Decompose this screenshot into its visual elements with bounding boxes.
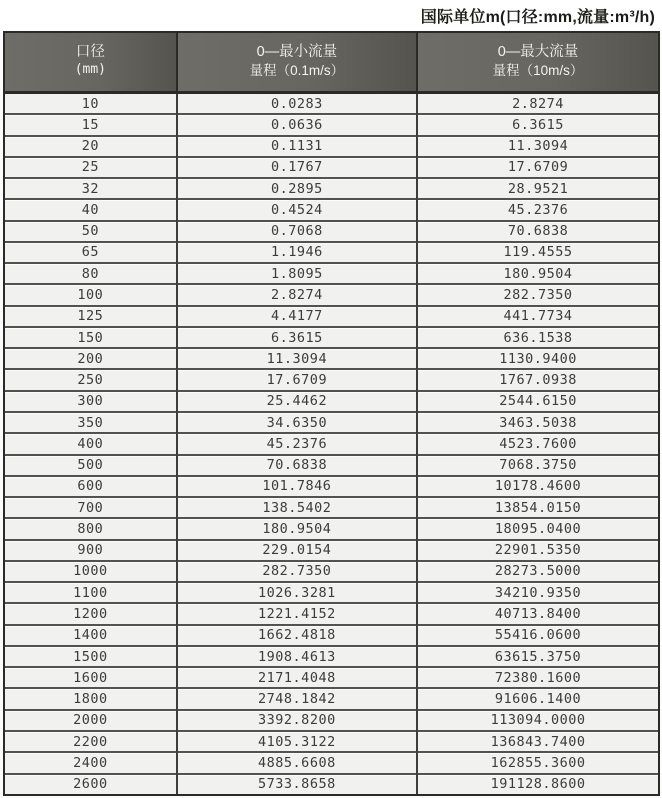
table-row <box>5 221 658 242</box>
header-diameter-line1: 口径 <box>75 44 105 61</box>
diameter-cell: 1200 <box>5 603 177 624</box>
max-flow-cell: 113094.0000 <box>417 710 658 731</box>
diameter-cell: 100 <box>5 284 177 305</box>
header-max-flow-line2: 量程（10m/s） <box>492 62 584 78</box>
diameter-cell: 2200 <box>5 731 177 752</box>
table-row <box>5 114 658 135</box>
table-row <box>5 497 658 518</box>
diameter-cell: 1100 <box>5 582 177 603</box>
max-flow-cell: 136843.7400 <box>417 731 658 752</box>
header-row <box>5 33 658 93</box>
table-row <box>5 136 658 157</box>
min-flow-cell: 0.0283 <box>177 93 417 115</box>
max-flow-cell: 441.7734 <box>417 306 658 327</box>
table-row <box>5 412 658 433</box>
diameter-cell: 1800 <box>5 688 177 709</box>
table-row <box>5 242 658 263</box>
min-flow-cell: 3392.8200 <box>177 710 417 731</box>
table-row <box>5 433 658 454</box>
min-flow-cell: 2748.1842 <box>177 688 417 709</box>
diameter-cell: 65 <box>5 242 177 263</box>
header-max-flow-line1: 0—最大流量 <box>497 43 579 60</box>
table-body <box>5 93 658 795</box>
max-flow-cell: 70.6838 <box>417 221 658 242</box>
min-flow-cell: 0.1131 <box>177 136 417 157</box>
table-row <box>5 561 658 582</box>
diameter-cell: 20 <box>5 136 177 157</box>
min-flow-cell: 70.6838 <box>177 455 417 476</box>
table-row <box>5 348 658 369</box>
max-flow-cell: 162855.3600 <box>417 752 658 773</box>
diameter-cell: 50 <box>5 221 177 242</box>
diameter-cell: 700 <box>5 497 177 518</box>
title-bar <box>0 0 662 30</box>
table-row <box>5 178 658 199</box>
min-flow-cell: 180.9504 <box>177 518 417 539</box>
max-flow-cell: 63615.3750 <box>417 646 658 667</box>
diameter-cell: 150 <box>5 327 177 348</box>
min-flow-cell: 5733.8658 <box>177 774 417 795</box>
header-min-flow <box>177 33 417 93</box>
diameter-cell: 1600 <box>5 667 177 688</box>
min-flow-cell: 2171.4048 <box>177 667 417 688</box>
max-flow-cell: 10178.4600 <box>417 476 658 497</box>
max-flow-cell: 18095.0400 <box>417 518 658 539</box>
max-flow-cell: 13854.0150 <box>417 497 658 518</box>
diameter-cell: 300 <box>5 391 177 412</box>
max-flow-cell: 1130.9400 <box>417 348 658 369</box>
max-flow-cell: 34210.9350 <box>417 582 658 603</box>
min-flow-cell: 4.4177 <box>177 306 417 327</box>
max-flow-cell: 40713.8400 <box>417 603 658 624</box>
max-flow-cell: 91606.1400 <box>417 688 658 709</box>
min-flow-cell: 229.0154 <box>177 540 417 561</box>
table-row <box>5 752 658 773</box>
diameter-cell: 1000 <box>5 561 177 582</box>
table-row <box>5 518 658 539</box>
min-flow-cell: 11.3094 <box>177 348 417 369</box>
diameter-cell: 600 <box>5 476 177 497</box>
diameter-cell: 1400 <box>5 625 177 646</box>
diameter-cell: 400 <box>5 433 177 454</box>
min-flow-cell: 34.6350 <box>177 412 417 433</box>
diameter-cell: 2600 <box>5 774 177 795</box>
min-flow-cell: 0.1767 <box>177 157 417 178</box>
min-flow-cell: 138.5402 <box>177 497 417 518</box>
table-row <box>5 93 658 115</box>
table-row <box>5 710 658 731</box>
max-flow-cell: 45.2376 <box>417 199 658 220</box>
max-flow-cell: 7068.3750 <box>417 455 658 476</box>
table-row <box>5 476 658 497</box>
max-flow-cell: 72380.1600 <box>417 667 658 688</box>
max-flow-cell: 55416.0600 <box>417 625 658 646</box>
header-min-flow-line1: 0—最小流量 <box>256 43 338 60</box>
table-row <box>5 455 658 476</box>
min-flow-cell: 1026.3281 <box>177 582 417 603</box>
min-flow-cell: 1.1946 <box>177 242 417 263</box>
min-flow-cell: 0.7068 <box>177 221 417 242</box>
diameter-cell: 10 <box>5 93 177 115</box>
table-row <box>5 540 658 561</box>
diameter-cell: 15 <box>5 114 177 135</box>
table-row <box>5 369 658 390</box>
min-flow-cell: 2.8274 <box>177 284 417 305</box>
diameter-cell: 125 <box>5 306 177 327</box>
max-flow-cell: 636.1538 <box>417 327 658 348</box>
max-flow-cell: 282.7350 <box>417 284 658 305</box>
min-flow-cell: 4105.3122 <box>177 731 417 752</box>
diameter-cell: 2400 <box>5 752 177 773</box>
table-header <box>5 33 658 93</box>
max-flow-cell: 119.4555 <box>417 242 658 263</box>
table-row <box>5 582 658 603</box>
min-flow-cell: 0.2895 <box>177 178 417 199</box>
min-flow-cell: 1662.4818 <box>177 625 417 646</box>
diameter-cell: 1500 <box>5 646 177 667</box>
diameter-cell: 32 <box>5 178 177 199</box>
max-flow-cell: 180.9504 <box>417 263 658 284</box>
header-max-flow <box>417 33 658 93</box>
table-row <box>5 157 658 178</box>
table-row <box>5 306 658 327</box>
table-row <box>5 667 658 688</box>
diameter-cell: 2000 <box>5 710 177 731</box>
max-flow-cell: 17.6709 <box>417 157 658 178</box>
max-flow-cell: 2544.6150 <box>417 391 658 412</box>
min-flow-cell: 101.7846 <box>177 476 417 497</box>
max-flow-cell: 1767.0938 <box>417 369 658 390</box>
diameter-cell: 250 <box>5 369 177 390</box>
diameter-cell: 25 <box>5 157 177 178</box>
table-row <box>5 263 658 284</box>
table-row <box>5 327 658 348</box>
diameter-cell: 500 <box>5 455 177 476</box>
max-flow-cell: 2.8274 <box>417 93 658 115</box>
diameter-cell: 900 <box>5 540 177 561</box>
min-flow-cell: 1.8095 <box>177 263 417 284</box>
max-flow-cell: 4523.7600 <box>417 433 658 454</box>
table-row <box>5 391 658 412</box>
table-row <box>5 774 658 795</box>
max-flow-cell: 28.9521 <box>417 178 658 199</box>
table-row <box>5 284 658 305</box>
max-flow-cell: 11.3094 <box>417 136 658 157</box>
page-title: 国际单位m(口径:mm,流量:m³/h) <box>420 8 655 26</box>
diameter-cell: 200 <box>5 348 177 369</box>
table-row <box>5 603 658 624</box>
max-flow-cell: 22901.5350 <box>417 540 658 561</box>
diameter-cell: 350 <box>5 412 177 433</box>
min-flow-cell: 1221.4152 <box>177 603 417 624</box>
min-flow-cell: 0.0636 <box>177 114 417 135</box>
min-flow-cell: 25.4462 <box>177 391 417 412</box>
table-row <box>5 688 658 709</box>
min-flow-cell: 6.3615 <box>177 327 417 348</box>
header-min-flow-line2: 量程（0.1m/s） <box>249 62 345 78</box>
min-flow-cell: 45.2376 <box>177 433 417 454</box>
diameter-cell: 800 <box>5 518 177 539</box>
max-flow-cell: 3463.5038 <box>417 412 658 433</box>
header-diameter <box>5 33 177 93</box>
flow-range-table-wrap <box>3 31 660 796</box>
min-flow-cell: 17.6709 <box>177 369 417 390</box>
table-row <box>5 646 658 667</box>
table-row <box>5 731 658 752</box>
table-row <box>5 625 658 646</box>
table-row <box>5 199 658 220</box>
min-flow-cell: 0.4524 <box>177 199 417 220</box>
min-flow-cell: 4885.6608 <box>177 752 417 773</box>
header-diameter-line2: (mm) <box>74 61 107 77</box>
min-flow-cell: 282.7350 <box>177 561 417 582</box>
max-flow-cell: 6.3615 <box>417 114 658 135</box>
min-flow-cell: 1908.4613 <box>177 646 417 667</box>
max-flow-cell: 191128.8600 <box>417 774 658 795</box>
flow-range-table <box>5 33 658 794</box>
max-flow-cell: 28273.5000 <box>417 561 658 582</box>
diameter-cell: 80 <box>5 263 177 284</box>
diameter-cell: 40 <box>5 199 177 220</box>
